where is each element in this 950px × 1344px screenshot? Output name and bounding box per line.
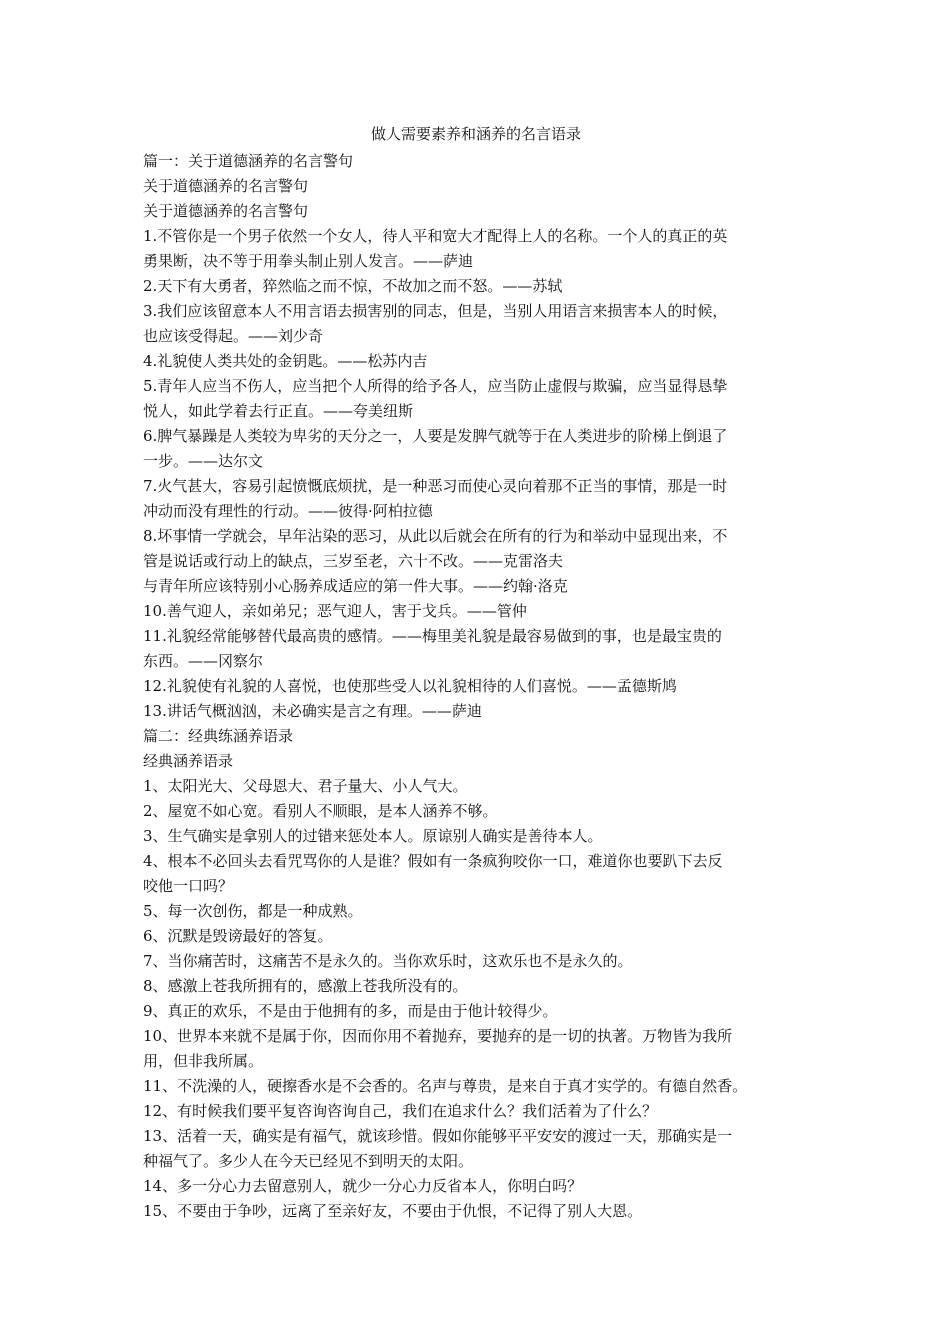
- text-line: 一步。——达尔文: [143, 452, 264, 470]
- document-title: 做人需要素养和涵养的名言语录: [370, 125, 581, 143]
- text-line: 4、根本不必回头去看咒骂你的人是谁？假如有一条疯狗咬你一口，难道你也要趴下去反: [143, 852, 723, 870]
- text-line: 种福气了。多少人在今天已经见不到明天的太阳。: [143, 1152, 474, 1170]
- text-line: 关于道德涵养的名言警句: [143, 177, 309, 195]
- text-line: 13、活着一天，确实是有福气，就该珍惜。假如你能够平平安安的渡过一天，那确实是一: [143, 1127, 733, 1145]
- text-line: 5.青年人应当不伤人，应当把个人所得的给予各人，应当防止虚假与欺骗，应当显得恳挚: [143, 377, 728, 395]
- text-line: 勇果断，决不等于用拳头制止别人发言。——萨迪: [143, 252, 474, 270]
- text-line: 7.火气甚大，容易引起愤慨底烦扰，是一种恶习而使心灵向着那不正当的事情，那是一时: [143, 477, 728, 495]
- text-line: 与青年所应该特别小心肠养成适应的第一件大事。——约翰·洛克: [143, 577, 568, 595]
- text-line: 咬他一口吗？: [143, 877, 234, 895]
- text-line: 东西。——冈察尔: [143, 652, 264, 670]
- text-line: 3.我们应该留意本人不用言语去损害别的同志，但是，当别人用语言来损害本人的时候，: [143, 302, 728, 320]
- text-line: 篇一：关于道德涵养的名言警句: [143, 152, 354, 170]
- text-line: 12、有时候我们要平复咨询咨询自己，我们在追求什么？我们活着为了什么？: [143, 1102, 658, 1120]
- text-line: 8、感激上苍我所拥有的，感激上苍我所没有的。: [143, 977, 468, 995]
- text-line: 13.讲话气概汹汹，未必确实是言之有理。——萨迪: [143, 702, 482, 720]
- text-line: 4.礼貌使人类共处的金钥匙。——松苏内吉: [143, 352, 428, 370]
- text-line: 5、每一次创伤，都是一种成熟。: [143, 902, 363, 920]
- text-line: 也应该受得起。——刘少奇: [143, 327, 324, 345]
- text-line: 8.坏事情一学就会，早年沾染的恶习，从此以后就会在所有的行为和举动中显现出来，不: [143, 527, 728, 545]
- text-line: 1、太阳光大、父母恩大、君子量大、小人气大。: [143, 777, 468, 795]
- text-line: 2.天下有大勇者，猝然临之而不惊，不故加之而不怒。——苏轼: [143, 277, 563, 295]
- document-page: [143, 0, 809, 1344]
- text-line: 14、多一分心力去留意别人，就少一分心力反省本人，你明白吗？: [143, 1177, 583, 1195]
- text-line: 11.礼貌经常能够替代最高贵的感情。——梅里美礼貌是最容易做到的事，也是最宝贵的: [143, 627, 722, 645]
- text-line: 10、世界本来就不是属于你，因而你用不着抛弃，要抛弃的是一切的执著。万物皆为我所: [143, 1027, 733, 1045]
- text-line: 9、真正的欢乐，不是由于他拥有的多，而是由于他计较得少。: [143, 1002, 558, 1020]
- text-line: 关于道德涵养的名言警句: [143, 202, 309, 220]
- text-line: 冲动而没有理性的行动。——彼得·阿柏拉德: [143, 502, 433, 520]
- text-line: 15、不要由于争吵，远离了至亲好友，不要由于仇恨，不记得了别人大恩。: [143, 1202, 643, 1220]
- text-line: 10.善气迎人，亲如弟兄；恶气迎人，害于戈兵。——管仲: [143, 602, 527, 620]
- text-line: 7、当你痛苦时，这痛苦不是永久的。当你欢乐时，这欢乐也不是永久的。: [143, 952, 633, 970]
- text-line: 3、生气确实是拿别人的过错来惩处本人。原谅别人确实是善待本人。: [143, 827, 603, 845]
- text-line: 6.脾气暴躁是人类较为卑劣的天分之一，人要是发脾气就等于在人类进步的阶梯上倒退了: [143, 427, 728, 445]
- text-line: 经典涵养语录: [143, 752, 234, 770]
- text-line: 2、屋宽不如心宽。看别人不顺眼，是本人涵养不够。: [143, 802, 498, 820]
- document-body: [143, 149, 809, 1224]
- text-line: 6、沉默是毁谤最好的答复。: [143, 927, 333, 945]
- text-line: 1.不管你是一个男子依然一个女人，待人平和宽大才配得上人的名称。一个人的真正的英: [143, 227, 728, 245]
- text-line: 用，但非我所属。: [143, 1052, 264, 1070]
- text-line: 管是说话或行动上的缺点，三岁至老，六十不改。——克雷洛夫: [143, 552, 564, 570]
- text-line: 悦人，如此学着去行正直。——夸美纽斯: [143, 402, 414, 420]
- text-line: 11、不洗澡的人，硬擦香水是不会香的。名声与尊贵，是来自于真才实学的。有德自然香。: [143, 1077, 748, 1095]
- text-line: 篇二：经典练涵养语录: [143, 727, 294, 745]
- text-line: 12.礼貌使有礼貌的人喜悦，也使那些受人以礼貌相待的人们喜悦。——孟德斯鸠: [143, 677, 677, 695]
